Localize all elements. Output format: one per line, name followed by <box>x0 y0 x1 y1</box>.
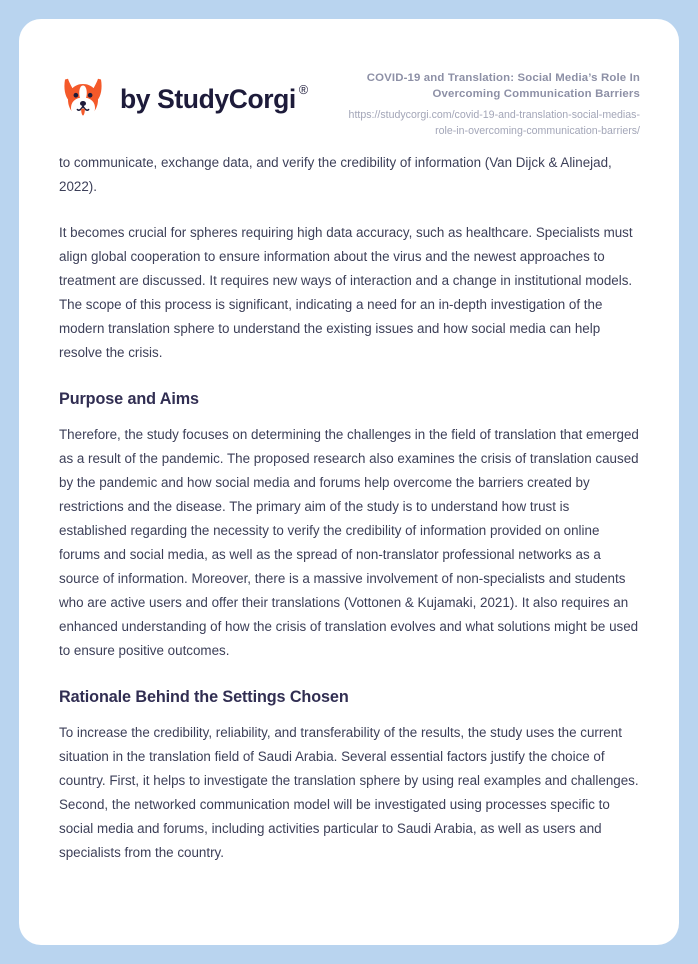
corgi-logo-icon <box>59 75 107 123</box>
brand-name-label: by StudyCorgi <box>120 83 296 114</box>
brand-wordmark <box>120 82 309 114</box>
document-paper <box>19 19 679 945</box>
registered-trademark-icon: ® <box>298 82 309 97</box>
document-header <box>19 19 679 151</box>
document-title: COVID-19 and Translation: Social Media’s Role In Overcoming Communication Barriers <box>366 72 640 101</box>
section-heading-purpose-and-aims: Purpose and Aims <box>59 390 199 408</box>
header-document-meta <box>340 67 640 139</box>
section-heading-rationale-behind-settings: Rationale Behind the Settings Chosen <box>59 688 349 707</box>
document-url[interactable]: https://studycorgi.com/covid-19-and-translation-social-medias-role-in-overcoming-communication-barriers/ <box>348 109 640 137</box>
document-body <box>19 151 679 865</box>
paragraph-purpose-and-aims: Therefore, the study focuses on determining the challenges in the field of translation that emerged as a result of the pandemic. The proposed research also examines the crisis of translation caused by the pandemic and how social media and forums help overcome the barriers created by restrictions and the disease. The primary aim of the study is to understand how trust is established regarding the necessity to verify the credibility of information provided on online forums and social media, as well as the spread of non-translator professional networks as a source of information. Moreover, there is a massive involvement of non-specialists and students who are active users and offer their translations (Vottonen & Kujamaki, 2021). It also requires an enhanced understanding of how the crisis of translation evolves and what solutions might be used to ensure positive outcomes. <box>59 427 639 659</box>
paragraph-rationale: To increase the credibility, reliability, and transferability of the results, the study uses the current situation in the translation field of Saudi Arabia. Several essential factors justify the choice of country. First, it helps to investigate the translation sphere by using real examples and challenges. Second, the networked communication model will be investigated using processes specific to social media and forums, including activities particular to Saudi Arabia, as well as users and specialists from the country. <box>59 725 639 861</box>
paragraph-healthcare-accuracy: It becomes crucial for spheres requiring high data accuracy, such as healthcare. Specialists must align global cooperation to ensure information about the virus and the newest approaches to treatment are discussed. It requires new ways of interaction and a change in institutional models. The scope of this process is significant, indicating a need for an in-depth investigation of the modern translation sphere to understand the existing issues and how social media can help resolve the crisis. <box>59 225 633 360</box>
paragraph-continuation: to communicate, exchange data, and verify the credibility of information (Van Dijck & Alinejad, 2022). <box>59 155 612 194</box>
brand-lockup <box>59 67 308 123</box>
